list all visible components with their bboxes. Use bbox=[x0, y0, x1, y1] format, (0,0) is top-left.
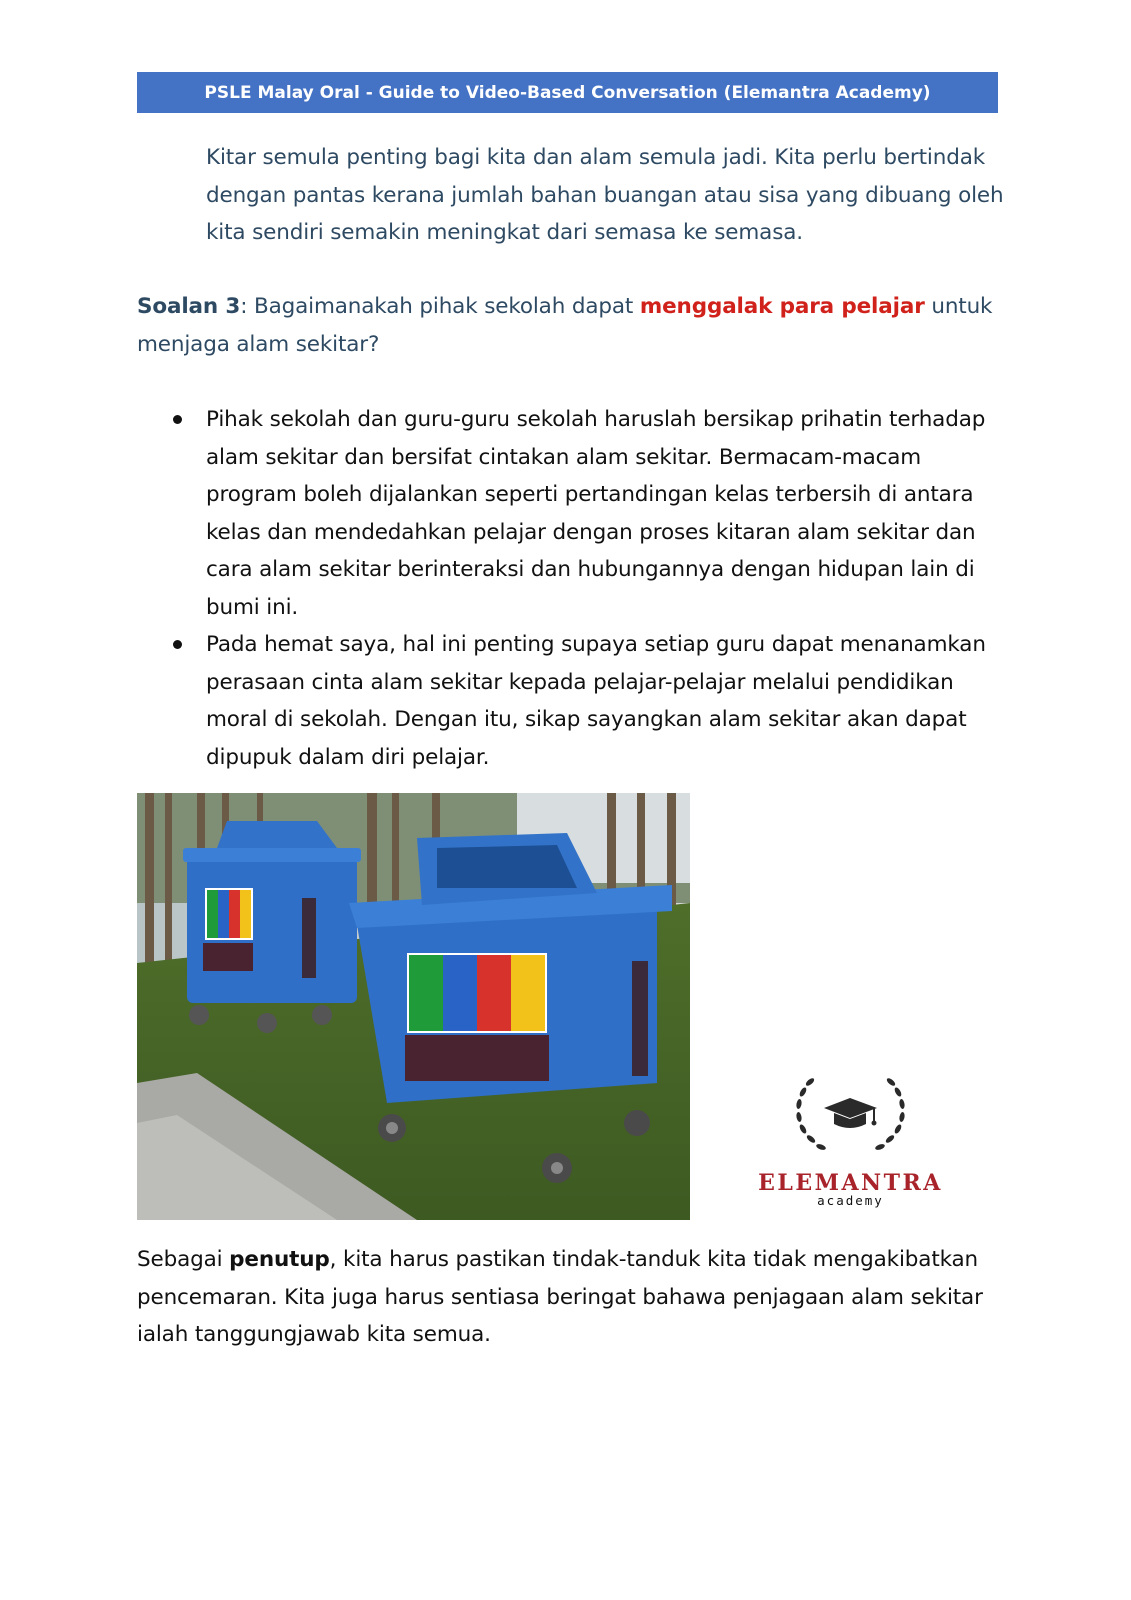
question-3 bbox=[137, 288, 997, 363]
elemantra-logo bbox=[758, 1062, 943, 1212]
list-item bbox=[206, 626, 1006, 776]
bullet-icon bbox=[173, 415, 182, 424]
answer-bullet-list bbox=[206, 401, 1006, 776]
recycling-bins-photo bbox=[137, 793, 690, 1220]
closing-paragraph bbox=[137, 1241, 1007, 1354]
closing-text-after: , kita harus pastikan tindak-tanduk kita tidak mengakibatkan pencemaran. Kita juga harus sentiasa beringat bahawa penjagaan alam sekitar ialah tanggungjawab kita semua. bbox=[137, 1247, 983, 1347]
closing-bold: penutup bbox=[229, 1247, 330, 1272]
bullet-icon bbox=[173, 640, 182, 649]
header-title: PSLE Malay Oral - Guide to Video-Based Conversation (Elemantra Academy) bbox=[204, 82, 931, 103]
logo-name: ELEMANTRA bbox=[758, 1170, 943, 1196]
list-item bbox=[206, 401, 1006, 626]
bullet-text: Pihak sekolah dan guru-guru sekolah haruslah bersikap prihatin terhadap alam sekitar dan bersifat cintakan alam sekitar. Bermacam-macam program boleh dijalankan seperti pertandingan kelas terbersih di antara kelas dan mendedahkan pelajar dengan proses kitaran alam sekitar dan cara alam sekitar berinteraksi dan hubungannya dengan hidupan lain di bumi ini. bbox=[206, 407, 986, 620]
header-bar bbox=[137, 72, 998, 113]
question-text-before: : Bagaimanakah pihak sekolah dapat bbox=[240, 294, 640, 319]
question-highlight: menggalak para pelajar bbox=[639, 294, 925, 319]
logo-subtitle: academy bbox=[817, 1193, 884, 1208]
question-label: Soalan 3 bbox=[137, 294, 241, 319]
question-text-after: untuk menjaga alam sekitar? bbox=[137, 294, 993, 357]
laurel-mortarboard-icon bbox=[758, 1062, 943, 1170]
bullet-text: Pada hemat saya, hal ini penting supaya setiap guru dapat menanamkan perasaan cinta alam sekitar kepada pelajar-pelajar melalui pendidikan moral di sekolah. Dengan itu, sikap sayangkan alam sekitar akan dapat dipupuk dalam diri pelajar. bbox=[206, 632, 986, 770]
closing-text-before: Sebagai bbox=[137, 1247, 230, 1272]
intro-paragraph: Kitar semula penting bagi kita dan alam semula jadi. Kita perlu bertindak dengan pantas kerana jumlah bahan buangan atau sisa yang dibuang oleh kita sendiri semakin meningkat dari semasa ke semasa. bbox=[206, 145, 1004, 245]
